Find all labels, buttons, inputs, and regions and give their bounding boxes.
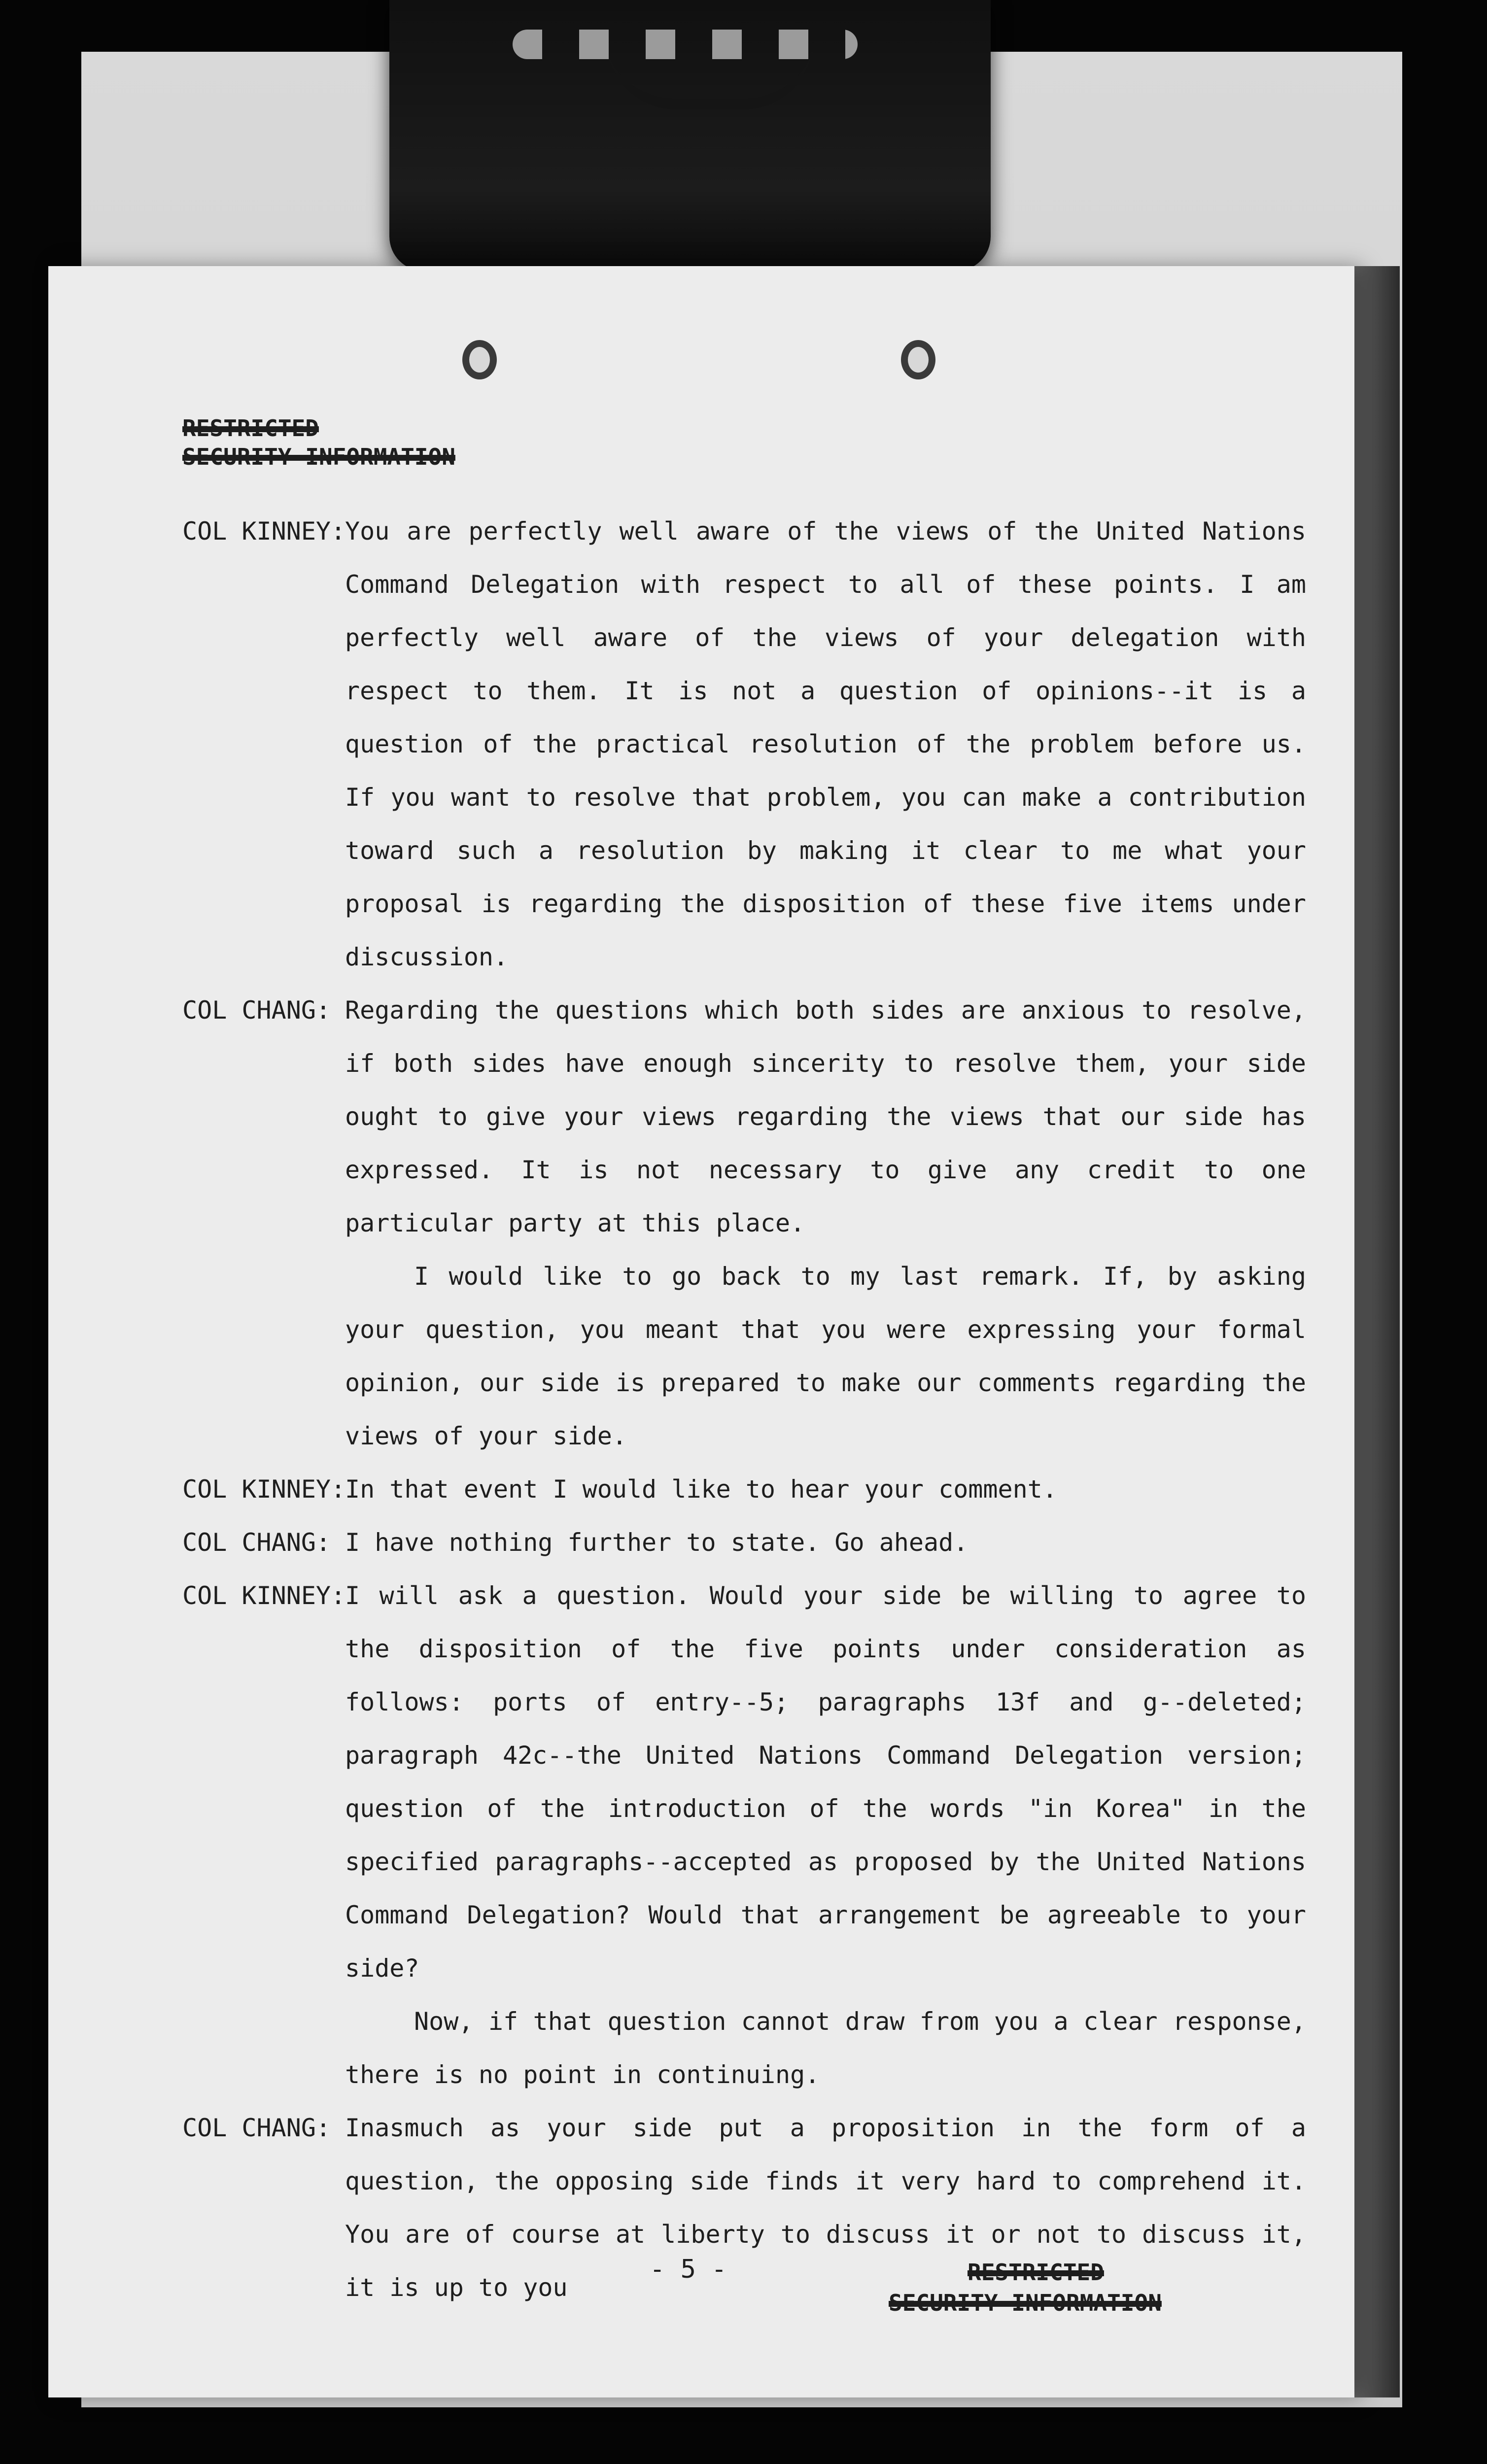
speech-text — [345, 505, 1306, 984]
transcript-entry — [182, 1569, 1306, 2101]
footer-marking-line-1: RESTRICTED — [968, 2259, 1104, 2286]
speech-paragraph: I will ask a question. Would your side be willing to agree to the disposition of the five points under consideration as follows: ports of entry--5; paragraphs 13f and g--deleted; paragraph 42c--the United Nations Command Delegation version; question of the introduction of the words "in Korea" in the specified paragraphs--accepted as proposed by the United Nations Command Delegation? Would that arrangement be agreeable to your side? — [345, 1581, 1306, 1983]
speech-paragraph: In that event I would like to hear your comment. — [345, 1475, 1057, 1504]
punch-hole-left — [462, 340, 497, 379]
footer-marking-line-2: SECURITY INFORMATION — [889, 2290, 1162, 2316]
transcript-body — [182, 414, 1306, 2314]
binder-clip-teeth — [513, 30, 858, 59]
header-marking-line-2: SECURITY INFORMATION — [182, 444, 455, 470]
speech-paragraph: Inasmuch as your side put a proposition in the form of a question, the opposing side finds it very hard to comprehend it. You are of course at liberty to discuss it or not to discuss it, it is up to you — [345, 2114, 1306, 2302]
speaker-label: COL KINNEY: — [182, 517, 346, 546]
header-marking-line-1: RESTRICTED — [182, 415, 319, 442]
speech-paragraph: I would like to go back to my last remark. If, by asking your question, you meant that you were expressing your formal opinion, our side is prepared to make our comments regarding the views of your side. — [345, 1262, 1306, 1450]
speech-text — [345, 1516, 1306, 1569]
speech-paragraph: You are perfectly well aware of the views of the United Nations Command Delegation with respect to all of these points. I am perfectly well aware of the views of your delegation with respect to them. It is not a question of opinions--it is a question of the practical resolution of the problem before us. If you want to resolve that problem, you can make a contribution toward such a resolution by making it clear to me what your proposal is regarding the disposition of these five items under discussion. — [345, 517, 1306, 971]
speech-text — [345, 1569, 1306, 2101]
speech-paragraph: Regarding the questions which both sides are anxious to resolve, if both sides have enough sincerity to resolve them, your side ought to give your views regarding the views that our side has expressed. It is not necessary to give any credit to one particular party at this place. — [345, 996, 1306, 1237]
speech-paragraph: I have nothing further to state. Go ahead. — [345, 1528, 968, 1557]
speech-paragraph: Now, if that question cannot draw from you a clear response, there is no point in continuing. — [345, 2007, 1306, 2089]
page-footer — [48, 2237, 1354, 2336]
speech-text — [345, 1463, 1306, 1516]
speaker-label: COL KINNEY: — [182, 1581, 346, 1610]
header-classification-marking — [182, 414, 1306, 471]
transcript-entry — [182, 505, 1306, 984]
speaker-label: COL CHANG: — [182, 2114, 331, 2142]
page-number: - 5 - — [650, 2255, 727, 2284]
speech-text — [345, 984, 1306, 1463]
footer-classification-marking — [889, 2257, 1162, 2318]
transcript-entry — [182, 1463, 1306, 1516]
speaker-label: COL CHANG: — [182, 996, 331, 1025]
punch-hole-right — [901, 340, 935, 379]
speaker-label: COL KINNEY: — [182, 1475, 346, 1504]
transcript-entry — [182, 1516, 1306, 1569]
transcript-entry — [182, 984, 1306, 1463]
speaker-label: COL CHANG: — [182, 1528, 331, 1557]
